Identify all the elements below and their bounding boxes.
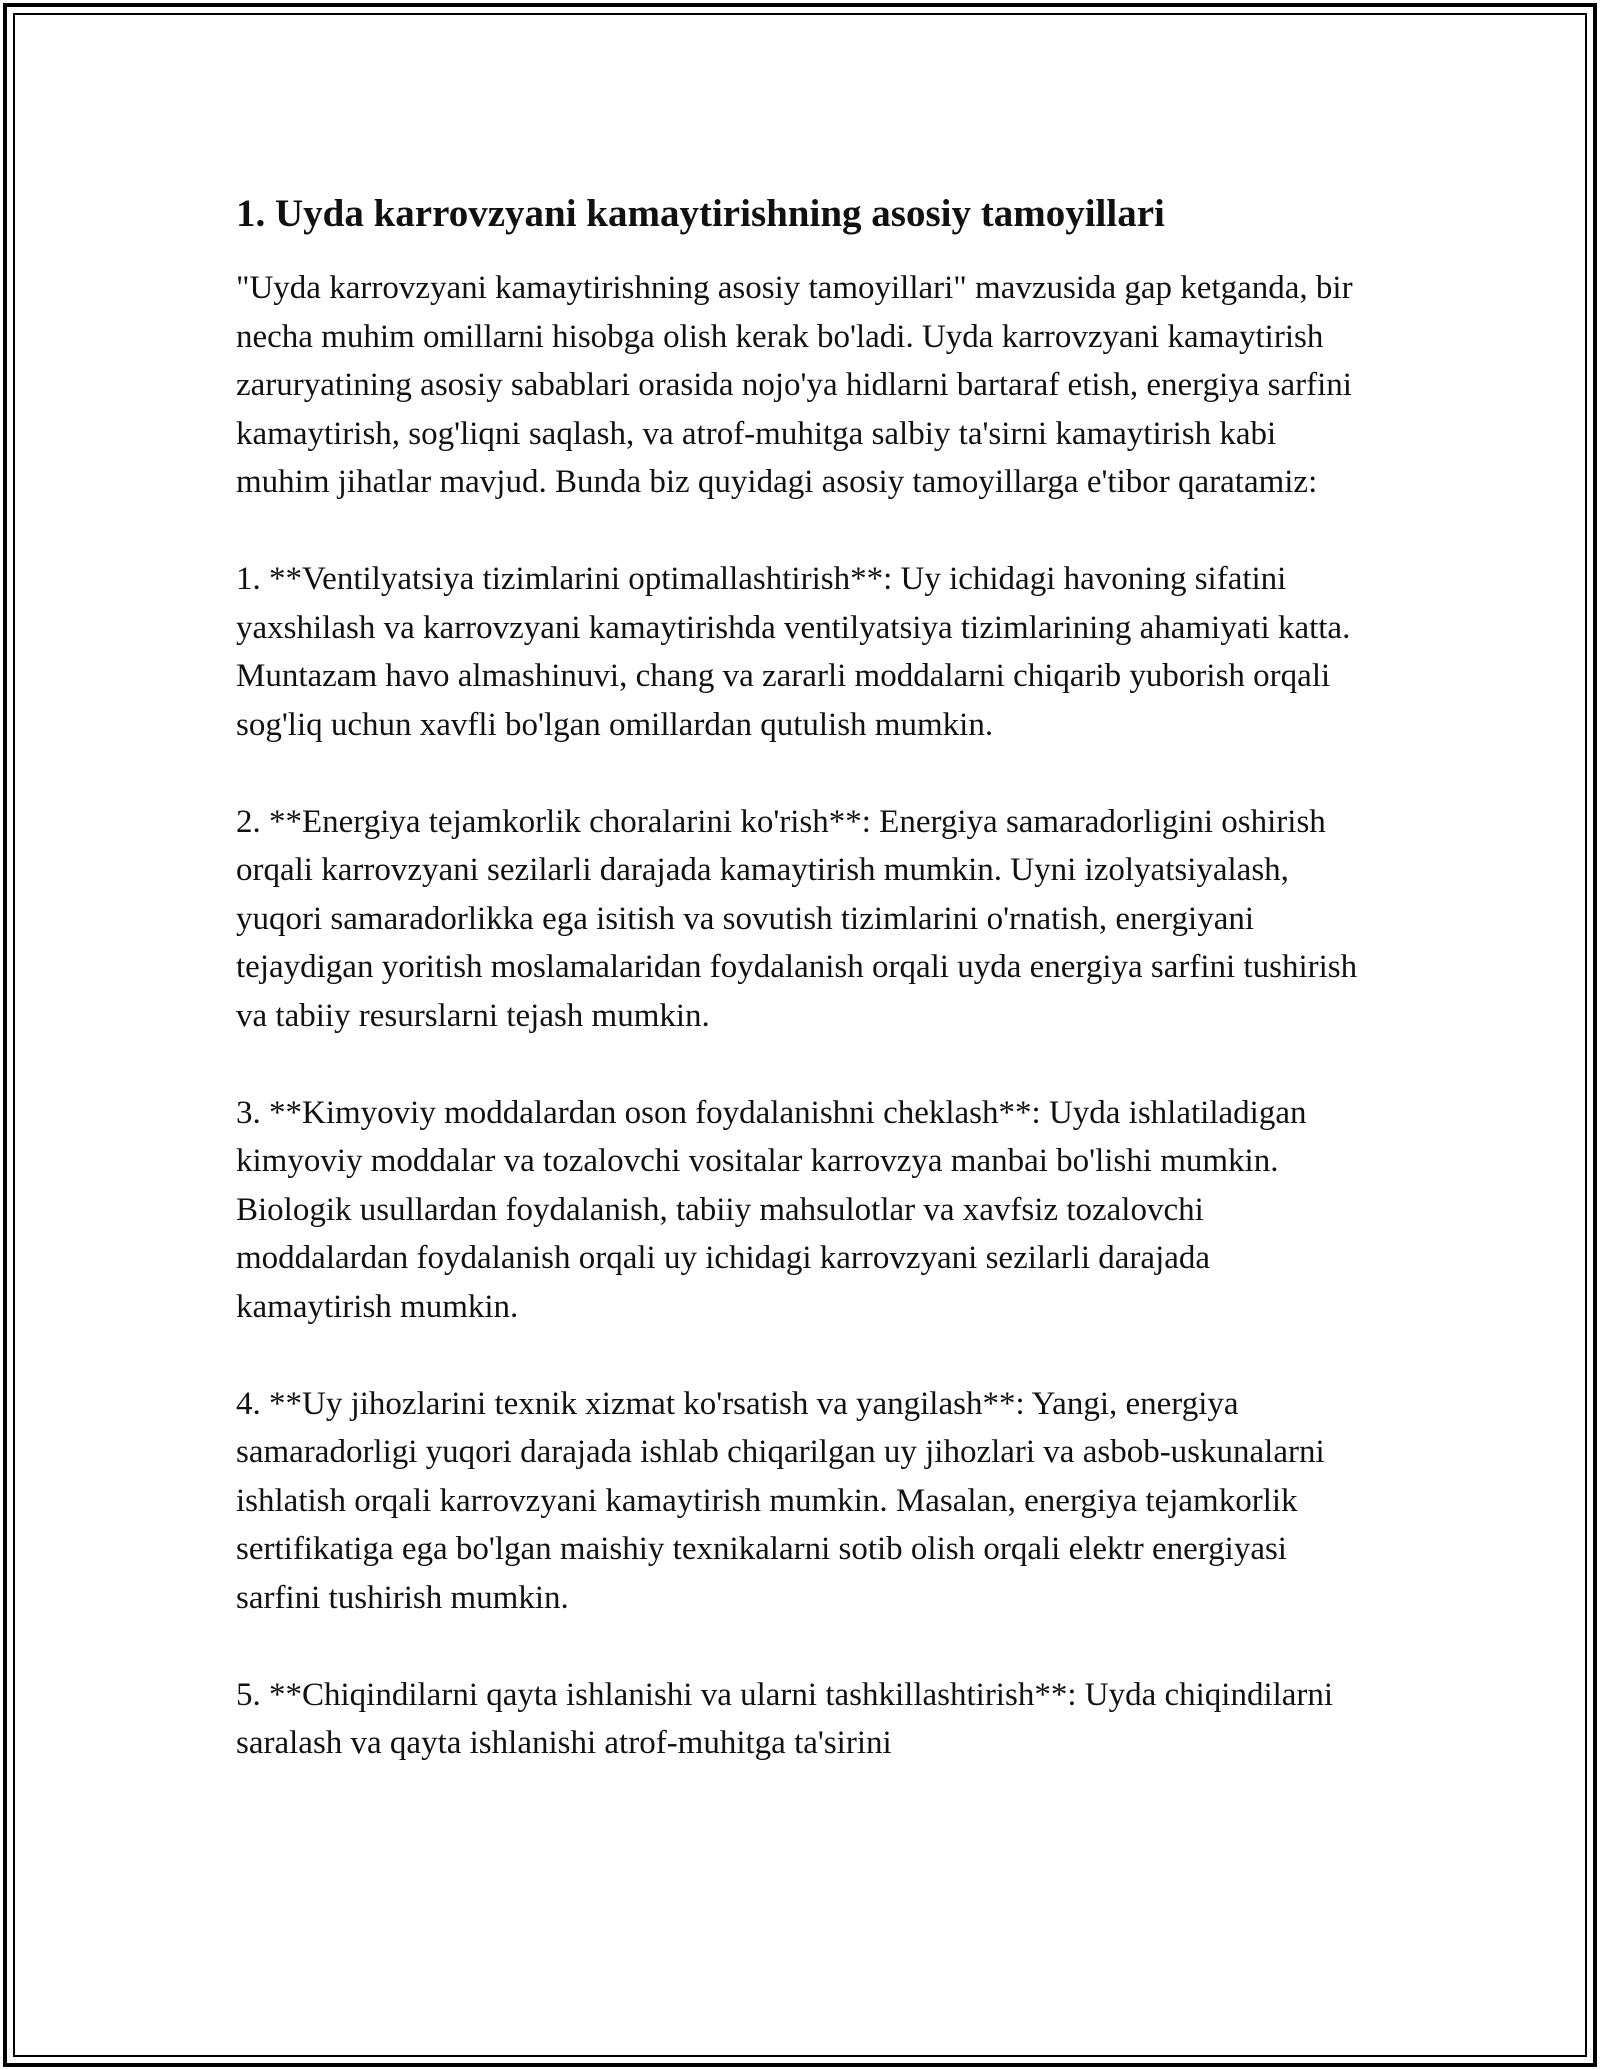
principle-paragraph-4: 4. **Uy jihozlarini texnik xizmat ko'rsatish va yangilash**: Yangi, energiya samaradorligi yuqori darajada ishlab chiqarilgan uy jihozlari va asbob-uskunalarni ishlatish orqali karrovzyani kamaytirish mumkin. Masalan, energiya tejamkorlik sertifikatiga ega bo'lgan maishiy texnikalarni sotib olish orqali elektr energiyasi sarfini tushirish mumkin. — [236, 1385, 1325, 1616]
principle-paragraph-1: 1. **Ventilyatsiya tizimlarini optimallashtirish**: Uy ichidagi havoning sifatini yaxshilash va karrovzyani kamaytirishda ventilyatsiya tizimlarining ahamiyati katta. Muntazam havo almashinuvi, chang va zararli moddalarni chiqarib yuborish orqali sog'liq uchun xavfli bo'lgan omillardan qutulish mumkin. — [236, 561, 1351, 743]
principle-paragraph-3: 3. **Kimyoviy moddalardan oson foydalanishni cheklash**: Uyda ishlatiladigan kimyoviy moddalar va tozalovchi vositalar karrovzya manbai bo'lishi mumkin. Biologik usullardan foydalanish, tabiiy mahsulotlar va xavfsiz tozalovchi moddalardan foydalanish orqali uy ichidagi karrovzyani sezilarli darajada kamaytirish mumkin. — [236, 1094, 1307, 1325]
document-body — [236, 186, 1368, 1768]
section-heading: 1. Uyda karrovzyani kamaytirishning asosiy tamoyillari — [236, 192, 1165, 235]
principle-paragraph-5: 5. **Chiqindilarni qayta ishlanishi va ularni tashkillashtirish**: Uyda chiqindilarni saralash va qayta ishlanishi atrof-muhitga ta'sirini — [236, 1676, 1334, 1761]
intro-paragraph: "Uyda karrovzyani kamaytirishning asosiy tamoyillari" mavzusida gap ketganda, bir necha muhim omillarni hisobga olish kerak bo'ladi. Uyda karrovzyani kamaytirish zaruryatining asosiy sabablari orasida nojo'ya hidlarni bartaraf etish, energiya sarfini kamaytirish, sog'liqni saqlash, va atrof-muhitga salbiy ta'sirni kamaytirish kabi muhim jihatlar mavjud. Bunda biz quyidagi asosiy tamoyillarga e'tibor qaratamiz: — [236, 270, 1353, 500]
principle-paragraph-2: 2. **Energiya tejamkorlik choralarini ko'rish**: Energiya samaradorligini oshirish orqali karrovzyani sezilarli darajada kamaytirish mumkin. Uyni izolyatsiyalash, yuqori samaradorlikka ega isitish va sovutish tizimlarini o'rnatish, energiyani tejaydigan yoritish moslamalaridan foydalanish orqali uyda energiya sarfini tushirish va tabiiy resurslarni tejash mumkin. — [236, 803, 1358, 1034]
